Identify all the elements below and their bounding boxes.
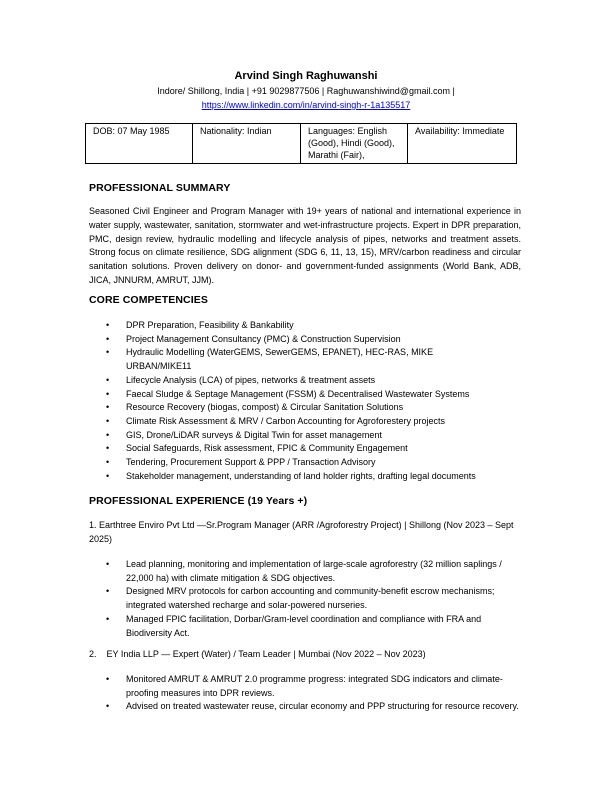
availability-cell: Availability: Immediate — [408, 124, 517, 164]
linkedin-link[interactable]: https://www.linkedin.com/in/arvind-singh-r-1a135517 — [201, 100, 411, 110]
list-item: • Hydraulic Modelling (WaterGEMS, SewerGEMS, EPANET), HEC-RAS, MIKE URBAN/MIKE11 — [89, 346, 525, 373]
list-item: • Monitored AMRUT & AMRUT 2.0 programme progress: integrated SDG indicators and climate-proofing measures into DPR reviews. — [89, 673, 525, 700]
list-item: • GIS, Drone/LiDAR surveys & Digital Twin for asset management — [89, 429, 525, 443]
list-item: • Stakeholder management, understanding of land holder rights, drafting legal documents — [89, 470, 525, 484]
list-item: • Faecal Sludge & Septage Management (FSSM) & Decentralised Wastewater Systems — [89, 388, 525, 402]
list-item: • Resource Recovery (biogas, compost) & Circular Sanitation Solutions — [89, 401, 525, 415]
job-title: 2. EY India LLP — Expert (Water) / Team Leader | Mumbai (Nov 2022 – Nov 2023) — [89, 649, 426, 659]
list-item: • Managed FPIC facilitation, Dorbar/Gram-level coordination and compliance with FRA and Biodiversity Act. — [89, 613, 525, 640]
dob-cell: DOB: 07 May 1985 — [86, 124, 193, 164]
job-title: 1. Earthtree Enviro Pvt Ltd —Sr.Program Manager (ARR /Agroforestry Project) | Shillong (Nov 2023 – Sept 2025) — [89, 520, 514, 544]
candidate-name: Arvind Singh Raghuwanshi — [234, 70, 378, 82]
job-bullets — [89, 673, 525, 714]
list-item: • Climate Risk Assessment & MRV / Carbon Accounting for Agroforestery projects — [89, 415, 525, 429]
list-item: • Lead planning, monitoring and implementation of large-scale agroforestry (32 million saplings / 22,000 ha) with climate mitigation & SDG objectives. — [89, 558, 525, 585]
list-item: • Advised on treated wastewater reuse, circular economy and PPP structuring for resource recovery. — [89, 700, 525, 714]
job-bullets — [89, 558, 525, 640]
list-item: • Social Safeguards, Risk assessment, FPIC & Community Engagement — [89, 442, 525, 456]
list-item: • Project Management Consultancy (PMC) & Construction Supervision — [89, 333, 525, 347]
personal-info-table — [85, 123, 517, 164]
competencies-list — [89, 319, 525, 483]
summary-text: Seasoned Civil Engineer and Program Manager with 19+ years of national and international experience in water supply, wastewater, sanitation, stormwater and wet-infrastructure projects. Expert in DPR preparation, PMC, design review, hydraulic modelling and lifecycle analysis of pipes, networks and treatment assets. Strong focus on climate resilience, SDG alignment (SDG 6, 11, 13, 15), MRV/carbon readiness and circular sanitation solutions. Proven delivery on donor- and government-funded assignments (World Bank, ADB, JICA, JNNURM, AMRUT, JJM). — [89, 206, 521, 285]
list-item: • Tendering, Procurement Support & PPP / Transaction Advisory — [89, 456, 525, 470]
nationality-cell: Nationality: Indian — [193, 124, 301, 164]
contact-line: Indore/ Shillong, India | +91 9029877506 | Raghuwanshiwind@gmail.com | — [157, 86, 455, 96]
summary-heading: PROFESSIONAL SUMMARY — [89, 182, 231, 194]
list-item: • DPR Preparation, Feasibility & Bankability — [89, 319, 525, 333]
list-item: • Designed MRV protocols for carbon accounting and community-benefit escrow mechanisms; integrated watershed recharge and solar-powered nurseries. — [89, 585, 525, 612]
experience-heading: PROFESSIONAL EXPERIENCE (19 Years +) — [89, 495, 308, 507]
list-item: • Lifecycle Analysis (LCA) of pipes, networks & treatment assets — [89, 374, 525, 388]
competencies-heading: CORE COMPETENCIES — [89, 294, 208, 306]
languages-cell: Languages: English (Good), Hindi (Good), Marathi (Fair), — [301, 124, 408, 164]
